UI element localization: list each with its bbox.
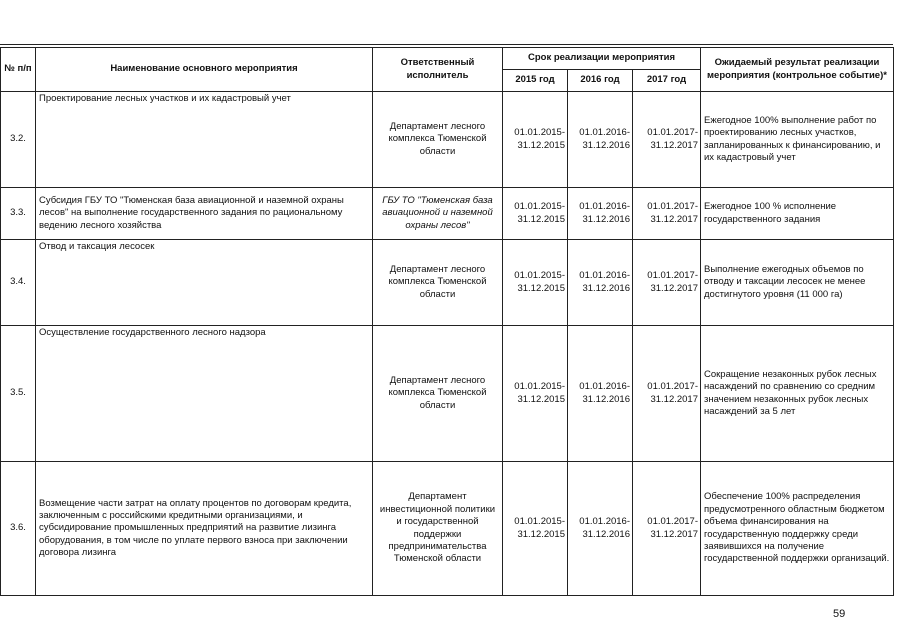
row-date-2015 <box>503 188 568 240</box>
row-result: Выполнение ежегодных объемов по отводу и таксации лесосек не менее достигнутого уровня (11 000 га) <box>701 240 894 326</box>
date-start: 01.01.2015- <box>514 127 565 139</box>
date-start: 01.01.2016- <box>579 127 630 139</box>
row-responsible: Департамент лесного комплекса Тюменской области <box>373 326 503 462</box>
table-row <box>1 326 894 462</box>
date-start: 01.01.2017- <box>647 516 698 528</box>
date-start: 01.01.2016- <box>579 270 630 282</box>
row-responsible: Департамент лесного комплекса Тюменской области <box>373 240 503 326</box>
date-end: 31.12.2017 <box>650 213 698 225</box>
row-date-2017 <box>633 240 701 326</box>
row-number: 3.3. <box>1 188 36 240</box>
date-end: 31.12.2015 <box>517 213 565 225</box>
date-end: 31.12.2016 <box>582 393 630 405</box>
date-start: 01.01.2016- <box>579 201 630 213</box>
date-start: 01.01.2016- <box>579 381 630 393</box>
row-date-2015 <box>503 326 568 462</box>
row-result: Ежегодное 100% выполнение работ по проектированию лесных участков, запланированных к финансированию, и их кадастровый учет <box>701 92 894 188</box>
row-name: Осуществление государственного лесного надзора <box>36 326 373 462</box>
row-result: Сокращение незаконных рубок лесных насаждений по сравнению со средним значением незаконных рубок лесных насаждений за 5 лет <box>701 326 894 462</box>
table-row <box>1 240 894 326</box>
row-date-2015 <box>503 462 568 596</box>
date-end: 31.12.2016 <box>582 282 630 294</box>
row-date-2017 <box>633 462 701 596</box>
row-number: 3.4. <box>1 240 36 326</box>
header-responsible: Ответственный исполнитель <box>373 48 503 92</box>
date-start: 01.01.2015- <box>514 270 565 282</box>
row-result: Обеспечение 100% распределения предусмотренного областным бюджетом объема финансирования на государственную поддержку среди заявившихся на получение государственной поддержки организаций. <box>701 462 894 596</box>
date-end: 31.12.2015 <box>517 528 565 540</box>
row-date-2016 <box>568 462 633 596</box>
row-date-2015 <box>503 240 568 326</box>
header-2015: 2015 год <box>503 70 568 92</box>
row-date-2017 <box>633 326 701 462</box>
date-start: 01.01.2017- <box>647 201 698 213</box>
date-end: 31.12.2015 <box>517 282 565 294</box>
row-date-2017 <box>633 92 701 188</box>
date-end: 31.12.2016 <box>582 139 630 151</box>
row-responsible: Департамент инвестиционной политики и государственной поддержки предпринимательства Тюменской области <box>373 462 503 596</box>
row-date-2016 <box>568 188 633 240</box>
row-name: Проектирование лесных участков и их кадастровый учет <box>36 92 373 188</box>
table-row <box>1 462 894 596</box>
table-row <box>1 92 894 188</box>
row-number: 3.6. <box>1 462 36 596</box>
header-result: Ожидаемый результат реализации мероприятия (контрольное событие)* <box>701 48 894 92</box>
date-end: 31.12.2015 <box>517 393 565 405</box>
date-end: 31.12.2017 <box>650 528 698 540</box>
date-start: 01.01.2015- <box>514 516 565 528</box>
row-name: Возмещение части затрат на оплату процентов по договорам кредита, заключенным с российскими кредитными организациями, и субсидирование промышленных предприятий на развитие лизинга оборудования, в том числе по уплате первого взноса при заключении договора лизинга <box>36 462 373 596</box>
header-2016: 2016 год <box>568 70 633 92</box>
measures-table <box>0 47 894 596</box>
date-end: 31.12.2016 <box>582 213 630 225</box>
row-date-2017 <box>633 188 701 240</box>
row-date-2016 <box>568 326 633 462</box>
table-row <box>1 188 894 240</box>
header-2017: 2017 год <box>633 70 701 92</box>
header-name: Наименование основного мероприятия <box>36 48 373 92</box>
row-responsible: ГБУ ТО "Тюменская база авиационной и наземной охраны лесов" <box>373 188 503 240</box>
date-end: 31.12.2017 <box>650 282 698 294</box>
date-end: 31.12.2016 <box>582 528 630 540</box>
header-period: Срок реализации мероприятия <box>503 48 701 70</box>
date-start: 01.01.2016- <box>579 516 630 528</box>
date-start: 01.01.2015- <box>514 381 565 393</box>
row-name: Отвод и таксация лесосек <box>36 240 373 326</box>
date-end: 31.12.2015 <box>517 139 565 151</box>
row-responsible: Департамент лесного комплекса Тюменской области <box>373 92 503 188</box>
top-rule <box>0 44 893 45</box>
header-num: № п/п <box>1 48 36 92</box>
row-date-2016 <box>568 92 633 188</box>
date-start: 01.01.2017- <box>647 270 698 282</box>
row-number: 3.5. <box>1 326 36 462</box>
row-date-2015 <box>503 92 568 188</box>
page-number: 59 <box>833 608 846 620</box>
row-date-2016 <box>568 240 633 326</box>
date-end: 31.12.2017 <box>650 139 698 151</box>
row-name: Субсидия ГБУ ТО "Тюменская база авиационной и наземной охраны лесов" на выполнение государственного задания по рациональному ведению лесного хозяйства <box>36 188 373 240</box>
date-start: 01.01.2015- <box>514 201 565 213</box>
row-result: Ежегодное 100 % исполнение государственного задания <box>701 188 894 240</box>
row-number: 3.2. <box>1 92 36 188</box>
date-end: 31.12.2017 <box>650 393 698 405</box>
date-start: 01.01.2017- <box>647 127 698 139</box>
date-start: 01.01.2017- <box>647 381 698 393</box>
